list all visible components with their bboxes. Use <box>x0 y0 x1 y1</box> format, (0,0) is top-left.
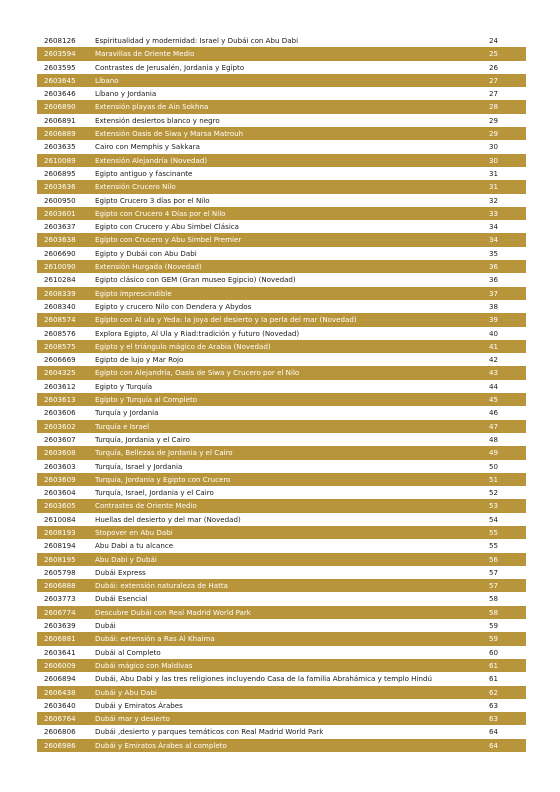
table-row <box>37 233 526 246</box>
page-number: 41 <box>488 341 498 351</box>
table-row <box>37 513 526 526</box>
page-number: 45 <box>488 395 498 405</box>
table-row <box>37 739 526 752</box>
page-number: 34 <box>488 222 498 232</box>
trip-code: 2603609 <box>44 474 76 484</box>
page-number: 27 <box>488 89 498 99</box>
page-number: 28 <box>488 102 498 112</box>
table-row <box>37 473 526 486</box>
table-row <box>37 313 526 326</box>
table-row <box>37 446 526 459</box>
trip-code: 2603635 <box>44 142 76 152</box>
table-row <box>37 406 526 419</box>
table-row <box>37 646 526 659</box>
table-row <box>37 220 526 233</box>
trip-code: 2603603 <box>44 461 76 471</box>
table-row <box>37 553 526 566</box>
trip-code: 2603612 <box>44 381 76 391</box>
page-number: 31 <box>488 168 498 178</box>
table-row <box>37 433 526 446</box>
trip-code: 2603639 <box>44 621 76 631</box>
trip-code: 2606986 <box>44 740 76 750</box>
trip-index-table <box>37 34 526 752</box>
trip-code: 2603640 <box>44 700 76 710</box>
trip-title: Dubái mar y desierto <box>95 714 170 724</box>
trip-code: 2603602 <box>44 421 76 431</box>
trip-code: 2606764 <box>44 714 76 724</box>
trip-code: 2603605 <box>44 501 76 511</box>
trip-code: 2603641 <box>44 647 76 657</box>
table-row <box>37 393 526 406</box>
trip-code: 2606894 <box>44 674 76 684</box>
trip-title: Dubái: extensión a Ras Al Khaima <box>95 634 215 644</box>
trip-title: Turquía, Jordania y el Cairo <box>95 434 190 444</box>
table-row <box>37 114 526 127</box>
trip-title: Extensión Hurgada (Novedad) <box>95 262 202 272</box>
trip-code: 2603608 <box>44 448 76 458</box>
page-number: 35 <box>488 248 498 258</box>
trip-title: Extensión Oasis de Siwa y Marsa Matrouh <box>95 129 244 139</box>
page-number: 26 <box>488 62 498 72</box>
table-row <box>37 180 526 193</box>
trip-code: 2608126 <box>44 36 76 45</box>
trip-code: 2608193 <box>44 527 76 537</box>
trip-title: Egipto con Crucero 4 Días por el Nilo <box>95 208 226 218</box>
trip-code: 2606669 <box>44 355 76 365</box>
page-number: 27 <box>488 75 498 85</box>
page-number: 57 <box>488 581 498 591</box>
trip-code: 2606438 <box>44 687 76 697</box>
table-row <box>37 327 526 340</box>
trip-title: Líbano <box>95 75 119 85</box>
trip-title: Turquía e Israel <box>95 421 150 431</box>
page-number: 38 <box>488 301 498 311</box>
trip-code: 2603613 <box>44 395 76 405</box>
page-number: 34 <box>488 235 498 245</box>
trip-code: 2604325 <box>44 368 76 378</box>
trip-title: Contrastes de Jerusalén, Jordania y Egipto <box>95 62 245 72</box>
page-number: 36 <box>488 262 498 272</box>
trip-title: Huellas del desierto y del mar (Novedad) <box>95 514 241 524</box>
trip-title: Turquía y Jordania <box>95 408 159 418</box>
page-number: 44 <box>488 381 498 391</box>
page-number: 39 <box>488 315 498 325</box>
table-row <box>37 686 526 699</box>
trip-code: 2608195 <box>44 554 76 564</box>
table-row <box>37 725 526 738</box>
trip-title: Egipto Crucero 3 días por el Nilo <box>95 195 210 205</box>
trip-code: 2606009 <box>44 660 76 670</box>
page-number: 63 <box>488 714 498 724</box>
page-number: 62 <box>488 687 498 697</box>
trip-code: 2608575 <box>44 341 76 351</box>
table-row <box>37 273 526 286</box>
trip-title: Egipto con Crucero y Abu Simbel Clásica <box>95 222 240 232</box>
trip-title: Dubái: extensión naturaleza de Hatta <box>95 581 229 591</box>
table-row <box>37 460 526 473</box>
trip-code: 2608574 <box>44 315 76 325</box>
page-number: 60 <box>488 647 498 657</box>
page-number: 25 <box>488 49 498 59</box>
page-number: 32 <box>488 195 498 205</box>
page-number: 24 <box>488 36 498 45</box>
page-number: 48 <box>488 434 498 444</box>
page-number: 49 <box>488 448 498 458</box>
table-row <box>37 260 526 273</box>
table-row <box>37 486 526 499</box>
table-row <box>37 699 526 712</box>
table-row <box>37 61 526 74</box>
table-row <box>37 526 526 539</box>
page-number: 30 <box>488 142 498 152</box>
page-number: 64 <box>488 740 498 750</box>
page-number: 33 <box>488 208 498 218</box>
table-row <box>37 127 526 140</box>
trip-title: Dubái, Abu Dabi y las tres religiones incluyendo Casa de la familia Abrahámica y templo Hindú <box>95 674 432 684</box>
page-number: 59 <box>488 634 498 644</box>
trip-title: Espiritualidad y modernidad: Israel y Dubái con Abu Dabi <box>95 36 299 45</box>
trip-title: Cairo con Memphis y Sakkara <box>95 142 200 152</box>
page-number: 52 <box>488 488 498 498</box>
trip-code: 2600950 <box>44 195 76 205</box>
table-row <box>37 672 526 685</box>
trip-code: 2603607 <box>44 434 76 444</box>
table-row <box>37 194 526 207</box>
trip-code: 2608194 <box>44 541 76 551</box>
page-number: 43 <box>488 368 498 378</box>
trip-code: 2603638 <box>44 235 76 245</box>
page-number: 54 <box>488 514 498 524</box>
trip-title: Descubre Dubái con Real Madrid World Park <box>95 607 251 617</box>
trip-title: Dubái ,desierto y parques temáticos con Real Madrid World Park <box>95 727 324 737</box>
table-row <box>37 47 526 60</box>
table-row <box>37 87 526 100</box>
trip-code: 2605798 <box>44 567 76 577</box>
trip-title: Dubái <box>95 621 116 631</box>
table-row <box>37 154 526 167</box>
trip-code: 2603594 <box>44 49 76 59</box>
trip-code: 2606806 <box>44 727 76 737</box>
trip-title: Extensión Alejandría (Novedad) <box>95 155 208 165</box>
trip-code: 2606774 <box>44 607 76 617</box>
page-number: 50 <box>488 461 498 471</box>
table-row <box>37 579 526 592</box>
trip-code: 2606889 <box>44 129 76 139</box>
trip-code: 2603636 <box>44 182 76 192</box>
table-row <box>37 100 526 113</box>
table-row <box>37 247 526 260</box>
trip-title: Egipto y Turquía al Completo <box>95 395 198 405</box>
page-number: 57 <box>488 567 498 577</box>
trip-title: Egipto y Dubái con Abu Dabi <box>95 248 197 258</box>
table-row <box>37 366 526 379</box>
table-row <box>37 140 526 153</box>
trip-title: Extensión desiertos blanco y negro <box>95 115 220 125</box>
trip-title: Dubái Express <box>95 567 146 577</box>
trip-title: Turquía, Israel y Jordania <box>95 461 183 471</box>
table-row <box>37 353 526 366</box>
table-row <box>37 300 526 313</box>
trip-code: 2603606 <box>44 408 76 418</box>
table-row <box>37 207 526 220</box>
trip-title: Egipto con Alejandría, Oasis de Siwa y Crucero por el Nilo <box>95 368 300 378</box>
trip-title: Dubái y Emiratos Árabes <box>95 700 183 710</box>
page-number: 61 <box>488 674 498 684</box>
table-row <box>37 380 526 393</box>
trip-title: Egipto y crucero Nilo con Dendera y Abydos <box>95 301 252 311</box>
trip-title: Egipto de lujo y Mar Rojo <box>95 355 184 365</box>
trip-title: Explora Egipto, Al Ula y Riad:tradición y futuro (Novedad) <box>95 328 300 338</box>
trip-title: Dubái Esencial <box>95 594 148 604</box>
table-row <box>37 566 526 579</box>
page-number: 64 <box>488 727 498 737</box>
trip-title: Egipto clásico con GEM (Gran museo Egipcio) (Novedad) <box>95 275 296 285</box>
trip-code: 2606881 <box>44 634 76 644</box>
trip-title: Turquía, Jordania y Egipto con Crucero <box>95 474 231 484</box>
trip-code: 2608576 <box>44 328 76 338</box>
table-row <box>37 34 526 47</box>
table-row <box>37 659 526 672</box>
trip-title: Stopover en Abu Dabi <box>95 527 173 537</box>
page-number: 46 <box>488 408 498 418</box>
trip-title: Dubái mágico con Maldivas <box>95 660 193 670</box>
page-number: 59 <box>488 621 498 631</box>
trip-code: 2606891 <box>44 115 76 125</box>
page-number: 47 <box>488 421 498 431</box>
trip-title: Egipto con Crucero y Abu Simbel Premier <box>95 235 242 245</box>
trip-title: Dubái y Abu Dabi <box>95 687 157 697</box>
page-number: 58 <box>488 594 498 604</box>
table-row <box>37 592 526 605</box>
trip-title: Egipto con Al ula y Yeda: la joya del desierto y la perla del mar (Novedad) <box>95 315 357 325</box>
trip-code: 2603645 <box>44 75 76 85</box>
trip-title: Dubái y Emiratos Árabes al completo <box>95 740 227 750</box>
page-number: 58 <box>488 607 498 617</box>
trip-code: 2603773 <box>44 594 76 604</box>
page-number: 29 <box>488 129 498 139</box>
table-row <box>37 619 526 632</box>
trip-title: Extensión playas de Ain Sokhna <box>95 102 209 112</box>
table-row <box>37 499 526 512</box>
page-number: 51 <box>488 474 498 484</box>
trip-title: Turquía, Israel, Jordania y el Cairo <box>95 488 214 498</box>
table-row <box>37 606 526 619</box>
trip-code: 2603637 <box>44 222 76 232</box>
trip-code: 2610089 <box>44 155 76 165</box>
trip-code: 2610084 <box>44 514 76 524</box>
trip-code: 2606895 <box>44 168 76 178</box>
trip-code: 2610090 <box>44 262 76 272</box>
trip-code: 2608339 <box>44 288 76 298</box>
table-row <box>37 539 526 552</box>
trip-code: 2603601 <box>44 208 76 218</box>
trip-title: Extensión Crucero Nilo <box>95 182 176 192</box>
page-number: 31 <box>488 182 498 192</box>
trip-title: Contrastes de Oriente Medio <box>95 501 197 511</box>
trip-title: Maravillas de Oriente Medio <box>95 49 195 59</box>
trip-code: 2603646 <box>44 89 76 99</box>
trip-code: 2606690 <box>44 248 76 258</box>
page-number: 30 <box>488 155 498 165</box>
trip-title: Abu Dabi y Dubái <box>95 554 157 564</box>
page-number: 37 <box>488 288 498 298</box>
page-number: 40 <box>488 328 498 338</box>
page-number: 42 <box>488 355 498 365</box>
trip-code: 2603604 <box>44 488 76 498</box>
trip-title: Egipto imprescindible <box>95 288 172 298</box>
trip-title: Turquía, Bellezas de Jordania y el Cairo <box>95 448 233 458</box>
page-number: 36 <box>488 275 498 285</box>
table-row <box>37 712 526 725</box>
page-number: 56 <box>488 554 498 564</box>
table-row <box>37 420 526 433</box>
trip-title: Líbano y Jordania <box>95 89 157 99</box>
table-row <box>37 340 526 353</box>
table-row <box>37 167 526 180</box>
trip-code: 2608340 <box>44 301 76 311</box>
page-number: 63 <box>488 700 498 710</box>
trip-title: Egipto antiguo y fascinante <box>95 168 193 178</box>
trip-title: Abu Dabi a tu alcance <box>95 541 174 551</box>
trip-code: 2606890 <box>44 102 76 112</box>
page-number: 29 <box>488 115 498 125</box>
trip-title: Egipto y Turquía <box>95 381 153 391</box>
table-row <box>37 287 526 300</box>
trip-code: 2603595 <box>44 62 76 72</box>
page-number: 55 <box>488 527 498 537</box>
page-number: 53 <box>488 501 498 511</box>
page-number: 55 <box>488 541 498 551</box>
trip-code: 2606888 <box>44 581 76 591</box>
trip-title: Dubái al Completo <box>95 647 161 657</box>
table-row <box>37 74 526 87</box>
table-row <box>37 632 526 645</box>
page-number: 61 <box>488 660 498 670</box>
trip-code: 2610284 <box>44 275 76 285</box>
trip-title: Egipto y el triángulo mágico de Arabia (Novedad) <box>95 341 271 351</box>
